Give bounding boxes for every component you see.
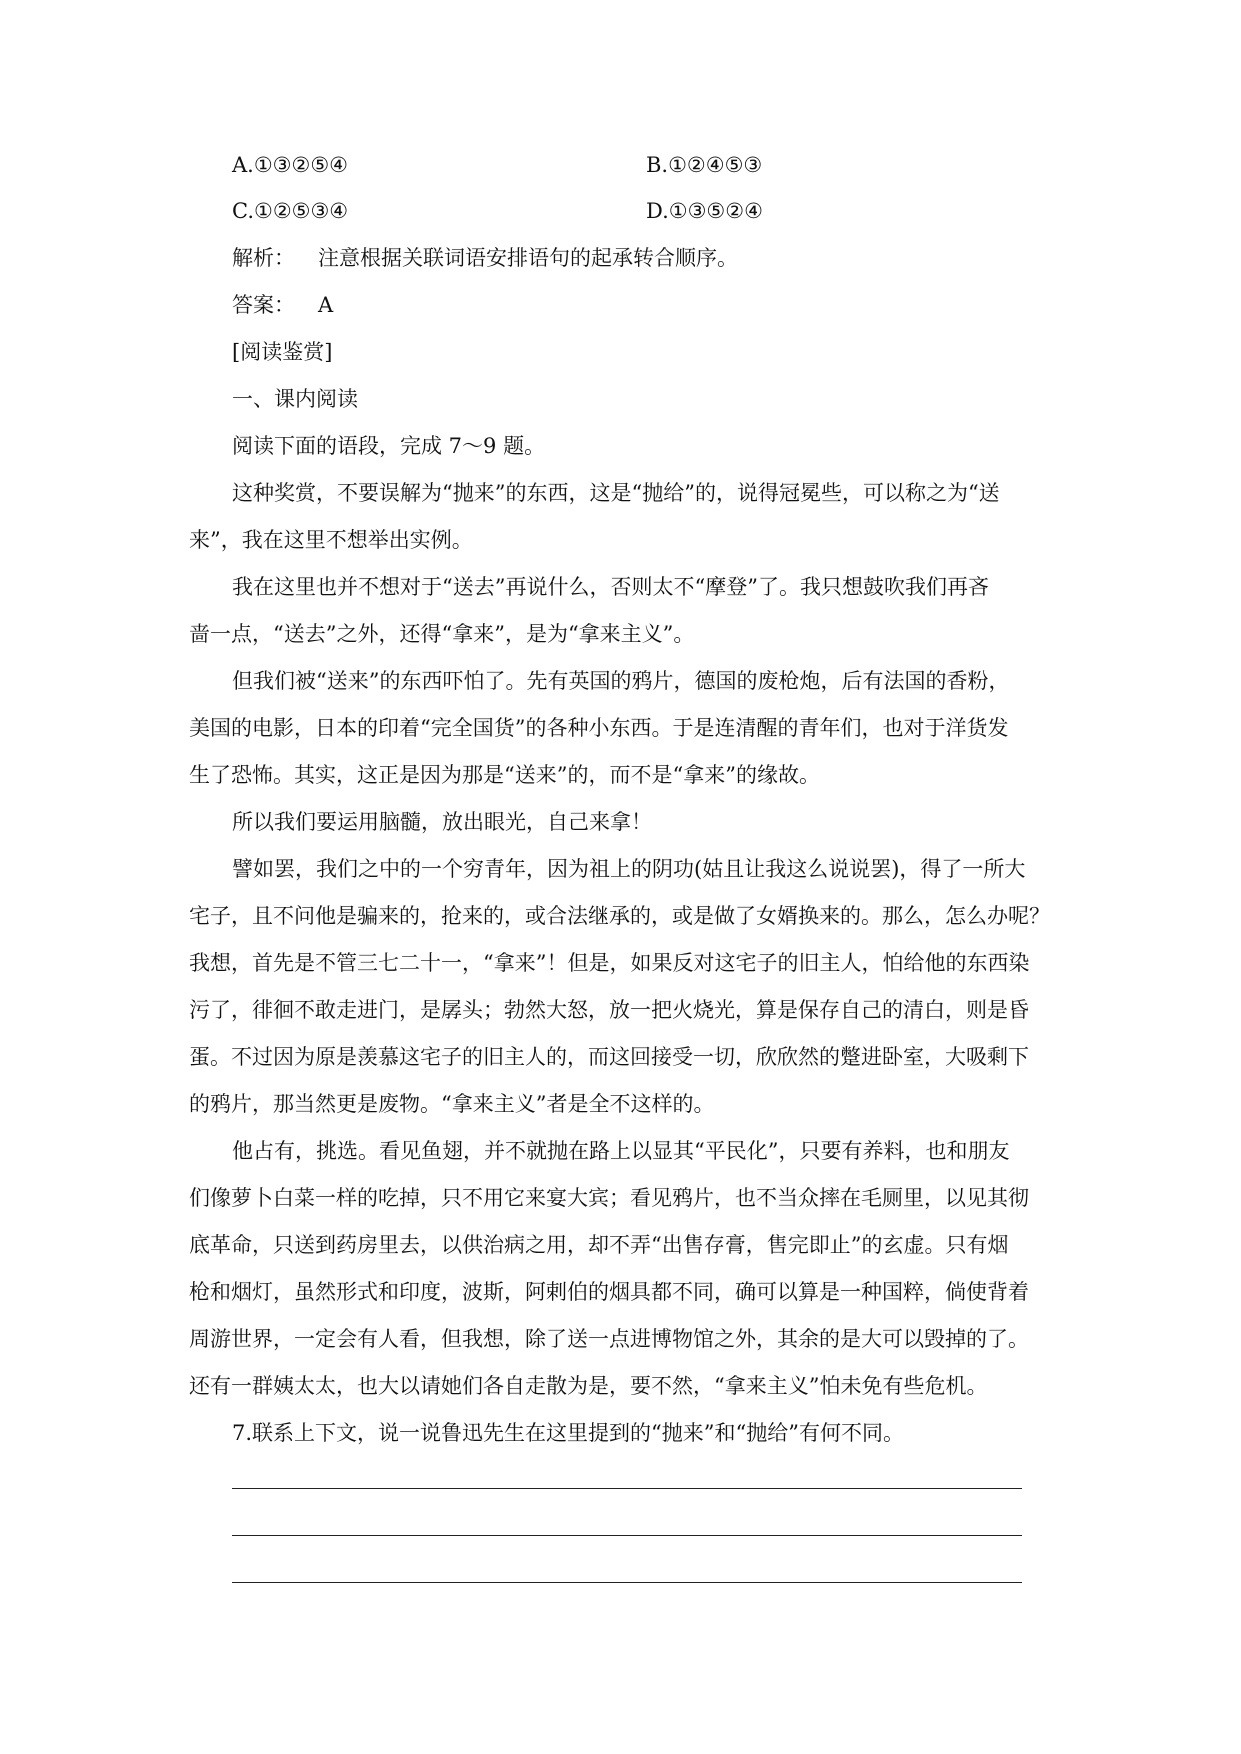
- passage-line: 还有一群姨太太，也大以请她们各自走散为是，要不然，“拿来主义”怕未免有些危机。: [189, 1374, 988, 1398]
- passage-line: 们像萝卜白菜一样的吃掉，只不用它来宴大宾；看见鸦片，也不当众摔在毛厕里，以见其彻: [189, 1186, 1029, 1210]
- passage-line: 他占有，挑选。看见鱼翅，并不就抛在路上以显其“平民化”，只要有养料，也和朋友: [232, 1139, 1010, 1163]
- passage-line: 美国的电影，日本的印着“完全国货”的各种小东西。于是连清醒的青年们，也对于洋货发: [189, 716, 1009, 740]
- passage-line: 啬一点，“送去”之外，还得“拿来”，是为“拿来主义”。: [189, 622, 695, 646]
- answer-blank-line[interactable]: [232, 1582, 1022, 1583]
- passage-line: 蛋。不过因为原是羡慕这宅子的旧主人的，而这回接受一切，欣欣然的蹩进卧室，大吸剩下: [189, 1045, 1029, 1069]
- passage-line: 污了，徘徊不敢走进门，是孱头；勃然大怒，放一把火烧光，算是保存自己的清白，则是昏: [189, 998, 1029, 1022]
- instruction: 阅读下面的语段，完成 7～9 题。: [232, 434, 546, 458]
- analysis-label: 解析：: [232, 246, 295, 270]
- option-d: D.①③⑤②④: [646, 199, 763, 223]
- question-7: 7.联系上下文，说一说鲁迅先生在这里提到的“抛来”和“抛给”有何不同。: [232, 1421, 904, 1445]
- passage-line: 这种奖赏，不要误解为“抛来”的东西，这是“抛给”的，说得冠冕些，可以称之为“送: [232, 481, 1000, 505]
- passage-line: 我在这里也并不想对于“送去”再说什么，否则太不“摩登”了。我只想鼓吹我们再吝: [232, 575, 989, 599]
- option-b: B.①②④⑤③: [646, 153, 763, 177]
- analysis-text: 注意根据关联词语安排语句的起承转合顺序。: [318, 246, 738, 270]
- passage-line: 的鸦片，那当然更是废物。“拿来主义”者是全不这样的。: [189, 1092, 715, 1116]
- passage-line: 所以我们要运用脑髓，放出眼光，自己来拿！: [232, 810, 652, 834]
- option-c: C.①②⑤③④: [232, 199, 349, 223]
- section-heading: [阅读鉴赏]: [232, 340, 333, 364]
- option-a: A.①③②⑤④: [232, 153, 348, 177]
- passage-line: 生了恐怖。其实，这正是因为那是“送来”的，而不是“拿来”的缘故。: [189, 763, 820, 787]
- passage-line: 譬如罢，我们之中的一个穷青年，因为祖上的阴功(姑且让我这么说说罢)，得了一所大: [232, 857, 1026, 881]
- passage-line: 宅子，且不问他是骗来的，抢来的，或合法继承的，或是做了女婿换来的。那么，怎么办呢？: [189, 904, 1050, 928]
- passage-line: 枪和烟灯，虽然形式和印度，波斯，阿剌伯的烟具都不同，确可以算是一种国粹，倘使背着: [189, 1280, 1029, 1304]
- passage-line: 我想，首先是不管三七二十一，“拿来”！但是，如果反对这宅子的旧主人，怕给他的东西染: [189, 951, 1030, 975]
- subsection-heading: 一、课内阅读: [232, 387, 358, 411]
- answer-text: A: [318, 293, 334, 317]
- passage-line: 周游世界，一定会有人看，但我想，除了送一点进博物馆之外，其余的是大可以毁掉的了。: [189, 1327, 1029, 1351]
- passage-line: 底革命，只送到药房里去，以供治病之用，却不弄“出售存膏，售完即止”的玄虚。只有烟: [189, 1233, 1009, 1257]
- passage-line: 但我们被“送来”的东西吓怕了。先有英国的鸦片，德国的废枪炮，后有法国的香粉，: [232, 669, 1010, 693]
- answer-blank-line[interactable]: [232, 1535, 1022, 1536]
- answer-label: 答案：: [232, 293, 295, 317]
- answer-blank-line[interactable]: [232, 1488, 1022, 1489]
- passage-line: 来”，我在这里不想举出实例。: [189, 528, 473, 552]
